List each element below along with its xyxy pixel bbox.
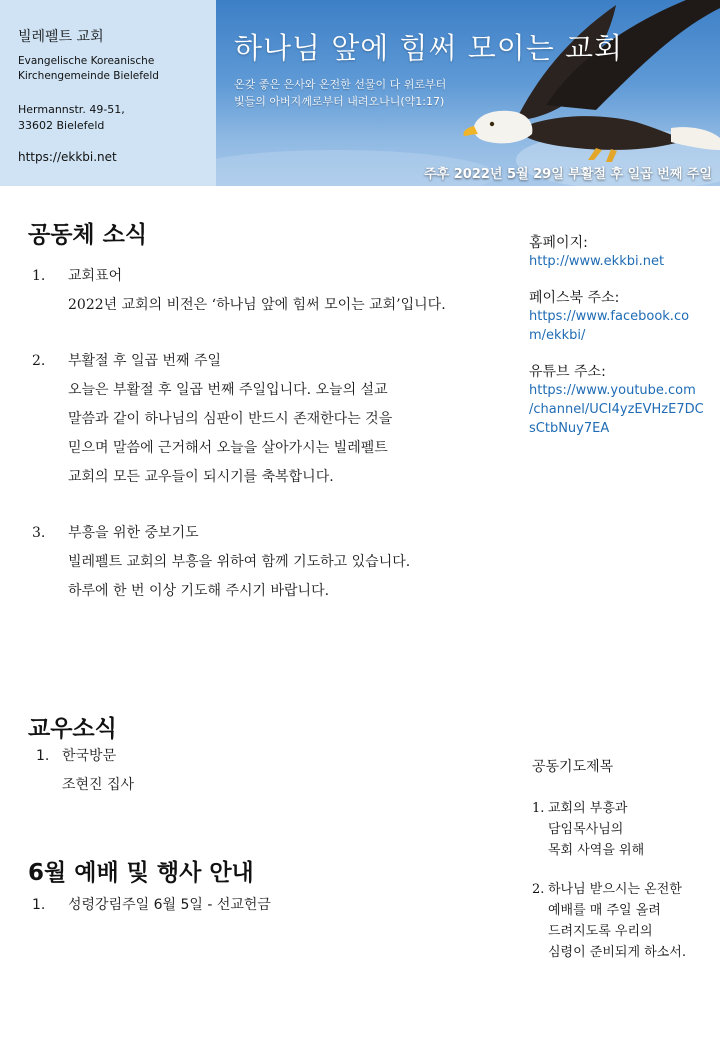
facebook-link-line2[interactable]: m/ekkbi/ (529, 328, 586, 343)
verse-line2: 빛들의 아버지께로부터 내려오나니(약1:17) (234, 95, 445, 108)
community-news-list (32, 262, 502, 606)
june-events-heading: 6월 예배 및 행사 안내 (28, 860, 254, 886)
facebook-label: 페이스북 주소: (529, 290, 620, 306)
item-number: 3. (32, 525, 46, 541)
church-name-german-line2: Kirchengemeinde Bielefeld (18, 70, 159, 82)
item-title: 교회표어 (68, 268, 123, 284)
list-item (32, 347, 502, 492)
homepage-label: 홈페이지: (529, 235, 588, 251)
member-news-heading: 교우소식 (28, 716, 117, 742)
banner (216, 0, 720, 186)
church-info-panel (0, 0, 216, 186)
list-item (32, 892, 452, 918)
item-title: 부흥을 위한 중보기도 (68, 525, 199, 541)
item-title: 한국방문 (62, 748, 117, 764)
item-title: 부활절 후 일곱 번째 주일 (68, 353, 222, 369)
church-name: 빌레펠트 교회 (18, 29, 104, 45)
church-name-german-line1: Evangelische Koreanische (18, 55, 155, 67)
youtube-link-line3[interactable]: sCtbNuy7EA (529, 421, 610, 436)
youtube-link-line1[interactable]: https://www.youtube.com (529, 383, 696, 398)
june-events-list (32, 892, 452, 918)
homepage-link[interactable]: http://www.ekkbi.net (529, 254, 665, 269)
list-item (36, 742, 336, 800)
member-news-list (36, 742, 336, 800)
youtube-label: 유튜브 주소: (529, 364, 606, 380)
prayer-requests (532, 756, 712, 981)
list-item (32, 519, 502, 606)
facebook-link[interactable] (529, 307, 709, 345)
item-line: 믿으며 말씀에 근거해서 오늘을 살아가시는 빌레펠트 (68, 440, 388, 456)
item-number: 1. (32, 897, 46, 913)
youtube-link-line2[interactable]: /channel/UCI4yzEVHzE7DC (529, 402, 704, 417)
youtube-link[interactable] (529, 381, 709, 438)
item-line: 2022년 교회의 비전은 ‘하나님 앞에 힘써 모이는 교회’입니다. (68, 297, 446, 313)
address-line1: Hermannstr. 49-51, (18, 103, 125, 116)
prayer-line: 예배를 매 주일 올려 (548, 903, 661, 918)
item-number: 1. (32, 268, 46, 284)
prayer-item (532, 798, 712, 861)
service-date: 주후 2022년 5월 29일 부활절 후 일곱 번째 주일 (424, 167, 712, 182)
church-name-german (18, 54, 216, 84)
prayer-line: 목회 사역을 위해 (548, 843, 645, 858)
item-number: 1. (36, 748, 50, 764)
prayer-number: 1. (532, 801, 545, 816)
item-line: 오늘은 부활절 후 일곱 번째 주일입니다. 오늘의 설교 (68, 382, 388, 398)
list-item (32, 262, 502, 320)
prayer-line: 하나님 받으시는 온전한 (548, 882, 682, 897)
prayer-item (532, 879, 712, 963)
item-line: 조현진 집사 (62, 777, 135, 793)
prayer-line: 교회의 부흥과 (548, 801, 628, 816)
item-text: 성령강림주일 6월 5일 - 선교헌금 (68, 897, 271, 913)
prayer-line: 드려지도록 우리의 (548, 924, 653, 939)
prayer-number: 2. (532, 882, 545, 897)
church-address (18, 102, 216, 134)
item-line: 하루에 한 번 이상 기도해 주시기 바랍니다. (68, 583, 330, 599)
verse-line1: 온갖 좋은 은사와 온전한 선물이 다 위로부터 (234, 78, 447, 91)
contact-sidebar (529, 232, 709, 438)
header (0, 0, 720, 186)
prayer-line: 심령이 준비되게 하소서. (548, 945, 686, 960)
church-website[interactable]: https://ekkbi.net (18, 150, 117, 164)
banner-title: 하나님 앞에 힘써 모이는 교회 (234, 31, 624, 65)
bible-verse (234, 76, 446, 110)
address-line2: 33602 Bielefeld (18, 119, 105, 132)
facebook-link-line1[interactable]: https://www.facebook.co (529, 309, 690, 324)
prayer-title: 공동기도제목 (532, 759, 614, 775)
item-line: 빌레펠트 교회의 부흥을 위하여 함께 기도하고 있습니다. (68, 554, 411, 570)
item-number: 2. (32, 353, 46, 369)
prayer-line: 담임목사님의 (548, 822, 624, 837)
item-line: 교회의 모든 교우들이 되시기를 축복합니다. (68, 469, 334, 485)
item-line: 말씀과 같이 하나님의 심판이 반드시 존재한다는 것을 (68, 411, 393, 427)
community-news-heading: 공동체 소식 (28, 222, 148, 248)
